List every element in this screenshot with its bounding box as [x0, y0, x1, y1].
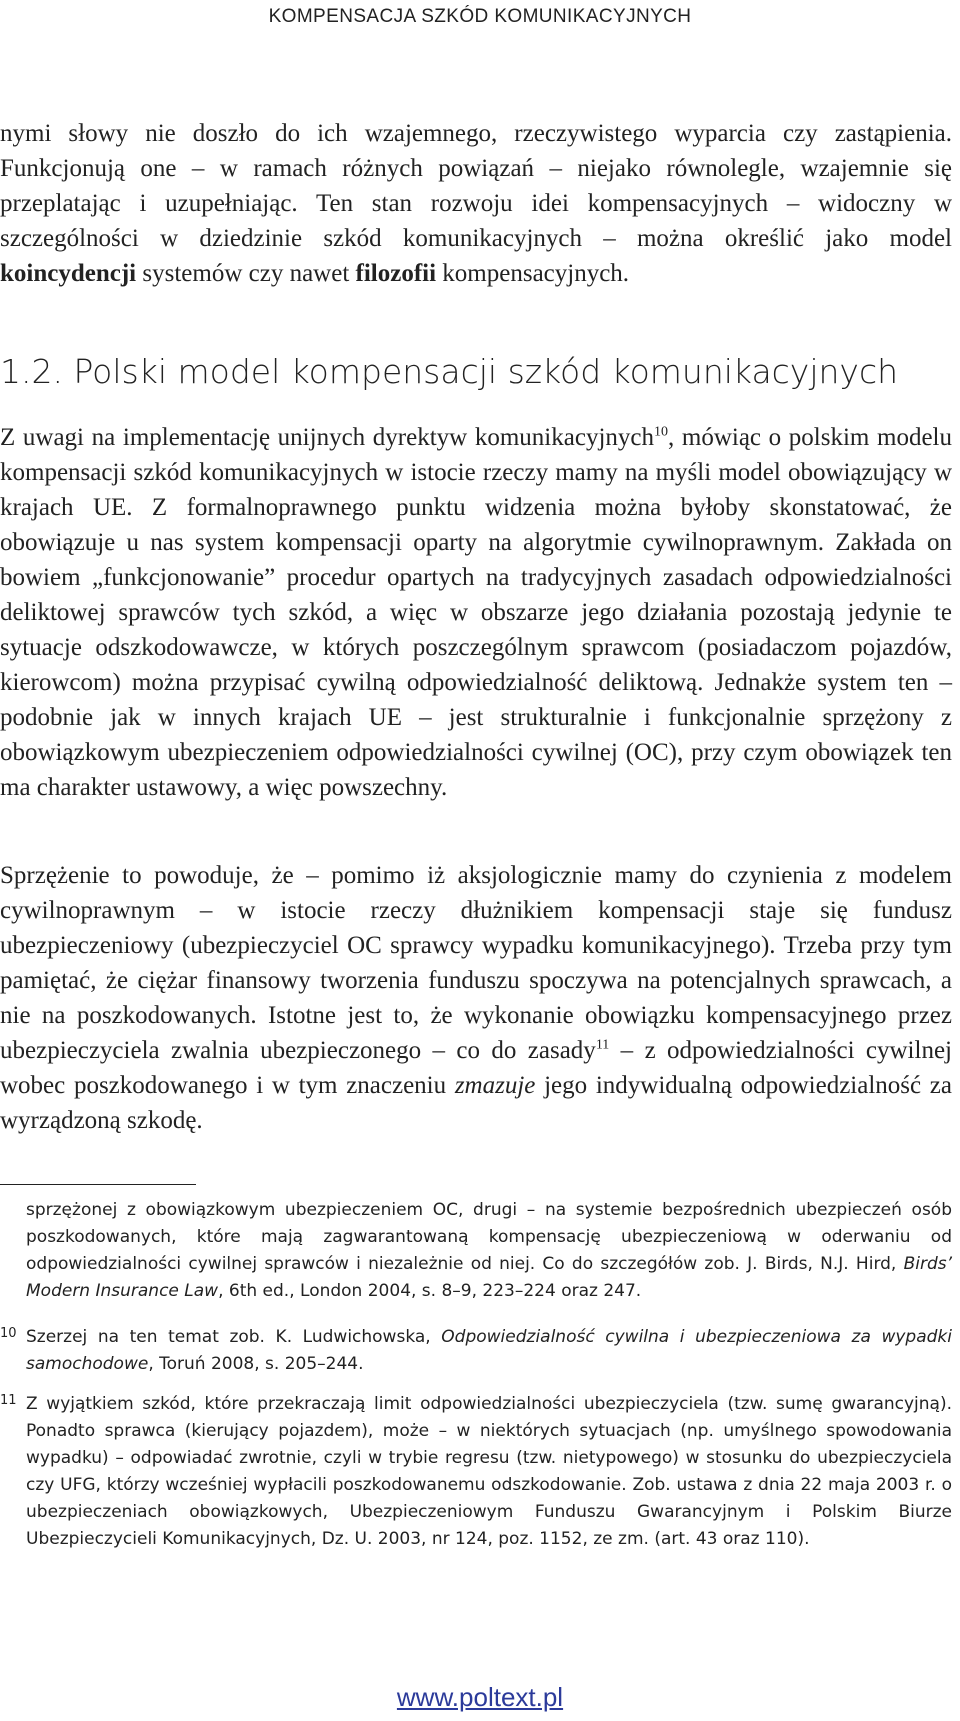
paragraph-text: nymi słowy nie doszło do ich wzajemnego, rzeczywistego wyparcia czy zastąpienia. Funkcjonują one – w ramach różnych powiązań – niejako równolegle, wzajemnie się przeplatając i uzupełniając. Ten stan rozwoju idei kompensacyjnych – widoczny w szczególności w dziedzinie szkód komunikacyjnych – można określić jako model	[0, 120, 952, 252]
paragraph-text: – z odpowiedzialności cywilnej wobec poszkodowanego i w tym znaczeniu	[0, 1037, 952, 1099]
footnote-10	[0, 1324, 952, 1378]
footnote-separator	[0, 1184, 196, 1185]
footnote-number: 10	[0, 1326, 17, 1341]
body-paragraph-3	[0, 858, 952, 1138]
bold-term-filozofii: filozofii	[355, 260, 437, 287]
italic-term-zmazuje: zmazuje	[454, 1072, 536, 1099]
footnote-body	[26, 1324, 952, 1378]
footnote-italic-title: Birds’ Modern Insurance Law	[26, 1254, 952, 1301]
footnote-ref-11[interactable]: 11	[595, 1037, 610, 1053]
footnote-text: , Toruń 2008, s. 205–244.	[148, 1354, 364, 1374]
footnote-number: 11	[0, 1393, 17, 1408]
footnote-body: Z wyjątkiem szkód, które przekraczają limit odpowiedzialności ubezpieczyciela (tzw. sumę gwarancyjną). Ponadto sprawca (kierujący pojazdem), może – w niektórych sytuacjach (np. umyślnego spowodowania wypadku) – odpowiadać zwrotnie, czyli w trybie regresu (tzw. nietypowego) w stosunku do ubezpieczyciela czy UFG, którzy wcześniej wypłacili poszkodowanemu odszkodowanie. Zob. ustawa z dnia 22 maja 2003 r. o ubezpieczeniach obowiązkowych, Ubezpieczeniowym Funduszu Gwarancyjnym i Polskim Biurze Ubezpieczycieli Komunikacyjnych, Dz. U. 2003, nr 124, poz. 1152, ze zm. (art. 43 oraz 110).	[26, 1394, 952, 1549]
bold-term-koincydencji: koincydencji	[0, 260, 137, 287]
body-paragraph-1	[0, 116, 952, 291]
footnote-italic-title: Odpowiedzialność cywilna i ubezpieczeniowa za wypadki samochodowe	[26, 1327, 953, 1374]
section-heading: 1.2. Polski model kompensacji szkód komunikacyjnych	[0, 352, 899, 391]
footnote-text: , 6th ed., London 2004, s. 8–9, 223–224 oraz 247.	[218, 1281, 642, 1301]
footnote-continuation	[26, 1197, 952, 1305]
footnote-ref-10[interactable]: 10	[654, 424, 668, 440]
paragraph-text: jego indywidualną odpowiedzialność za wyrządzoną szkodę.	[0, 1072, 953, 1134]
footnote-text: sprzężonej z obowiązkowym ubezpieczeniem OC, drugi – na systemie bezpośrednich ubezpieczeń osób poszkodowanych, które mają zagwarantowaną kompensację ubezpieczeniową w oderwaniu od odpowiedzialności cywilnej sprawców i niezależnie od niej. Co do szczegółów zob. J. Birds, N.J. Hird,	[26, 1200, 952, 1274]
footnote-text: Szerzej na ten temat zob. K. Ludwichowska,	[26, 1327, 442, 1347]
paragraph-text: kompensacyjnych.	[436, 260, 630, 287]
running-header: KOMPENSACJA SZKÓD KOMUNIKACYJNYCH	[268, 6, 692, 27]
paragraph-text: , mówiąc o polskim modelu kompensacji szkód komunikacyjnych w istocie rzeczy mamy na myśli model obowiązujący w krajach UE. Z formalnoprawnego punktu widzenia można byłoby skonstatować, że obowiązuje u nas system kompensacji oparty na algorytmie cywilnoprawnym. Zakłada on bowiem „funkcjonowanie” procedur opartych na tradycyjnych zasadach odpowiedzialności deliktowej sprawców tych szkód, a więc w obszarze jego działania pozostają jedynie te sytuacje odszkodowawcze, w których poszczególnym sprawcom (posiadaczom pojazdów, kierowcom) można przypisać cywilną odpowiedzialność deliktową. Jednakże system ten – podobnie jak w innych krajach UE – jest strukturalnie i funkcjonalnie sprzężony z obowiązkowym ubezpieczeniem odpowiedzialności cywilnej (OC), przy czym obowiązek ten ma charakter ustawowy, a więc powszechny.	[0, 424, 952, 801]
publisher-link[interactable]: www.poltext.pl	[396, 1682, 564, 1712]
paragraph-text: Sprzężenie to powoduje, że – pomimo iż aksjologicznie mamy do czynienia z modelem cywilnoprawnym – w istocie rzeczy dłużnikiem kompensacji staje się fundusz ubezpieczeniowy (ubezpieczyciel OC sprawcy wypadku komunikacyjnego). Trzeba przy tym pamiętać, że ciężar finansowy tworzenia funduszu spoczywa na potencjalnych sprawcach, a nie na poszkodowanych. Istotne jest to, że wykonanie obowiązku kompensacyjnego przez ubezpieczyciela zwalnia ubezpieczonego – co do zasady	[0, 862, 952, 1064]
body-paragraph-2	[0, 420, 952, 805]
paragraph-text: Z uwagi na implementację unijnych dyrektyw komunikacyjnych	[0, 424, 654, 451]
footnote-11	[0, 1391, 952, 1553]
paragraph-text: systemów czy nawet	[136, 260, 356, 287]
